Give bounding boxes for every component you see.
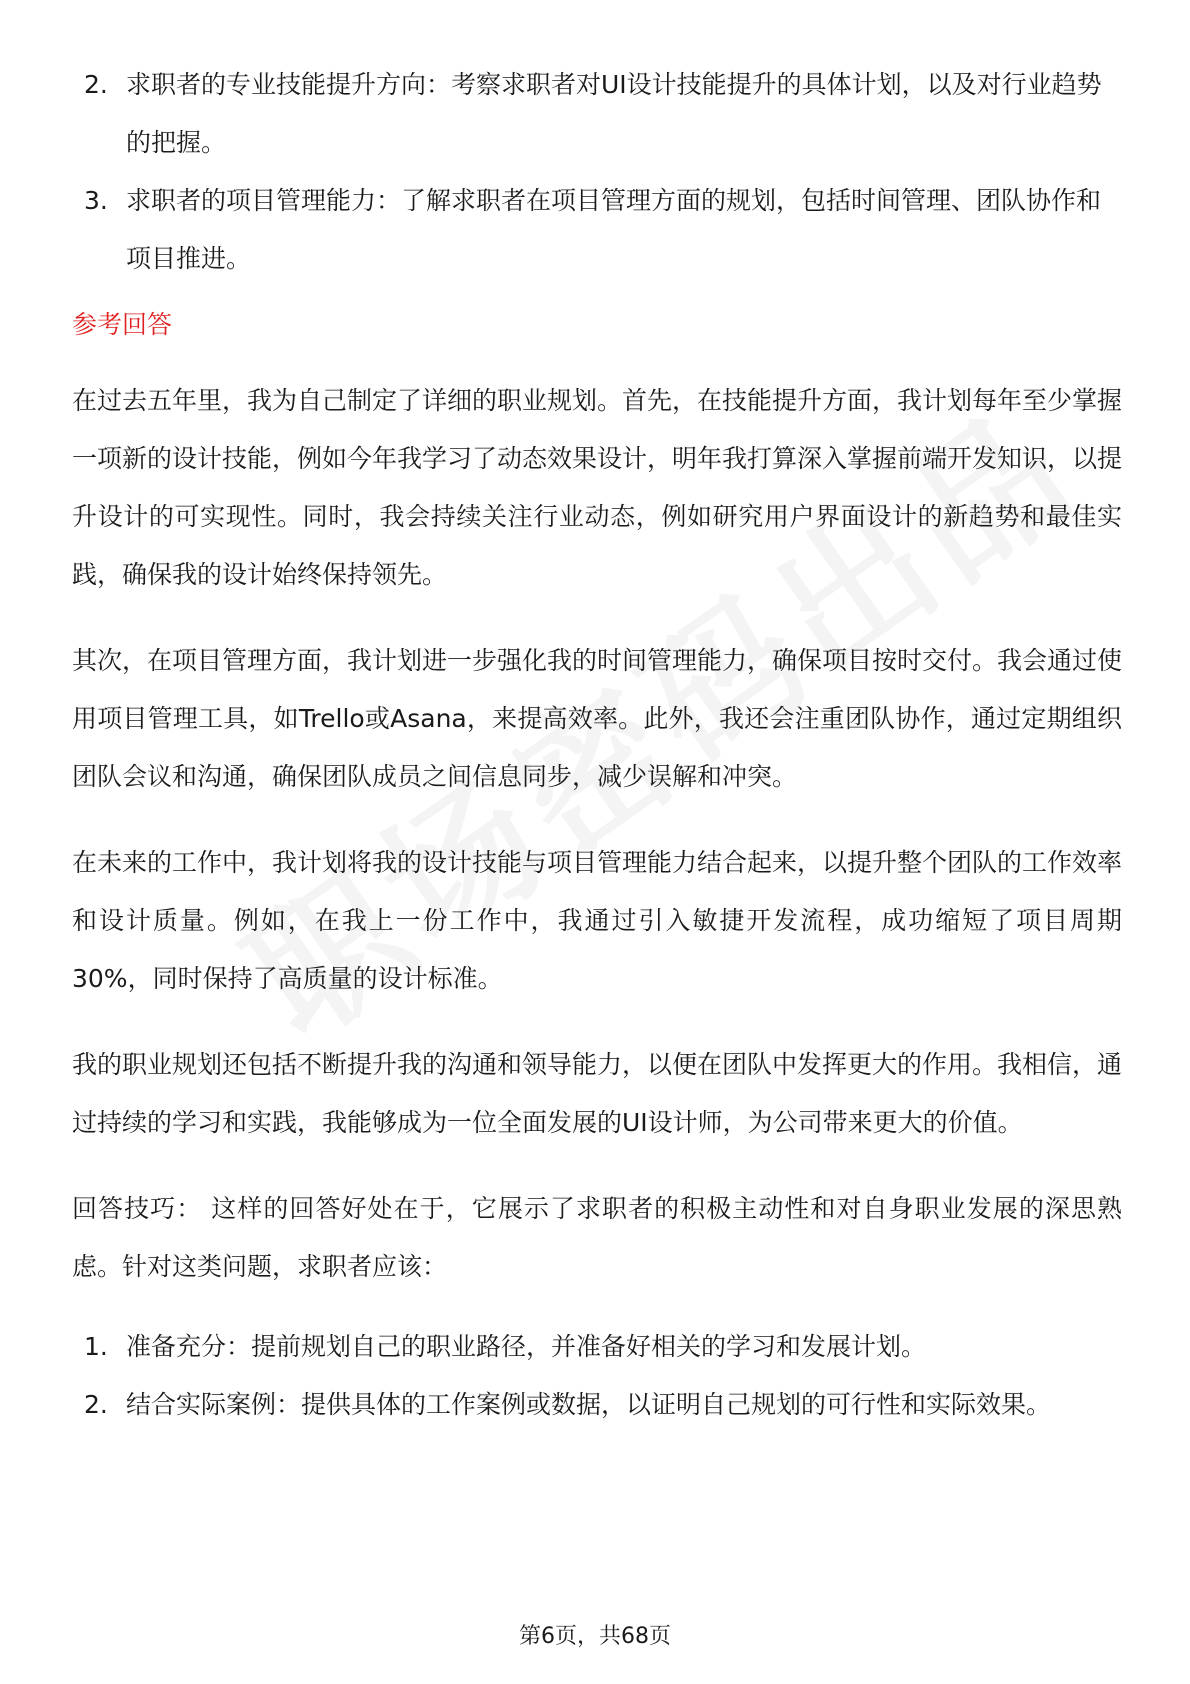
numbered-list-bottom [72, 1318, 1122, 1434]
list-number: 2. [84, 70, 108, 99]
list-number: 1. [84, 1332, 108, 1361]
list-item [72, 1376, 1122, 1434]
list-item-text: 求职者的项目管理能力：了解求职者在项目管理方面的规划，包括时间管理、团队协作和项目推进。 [126, 186, 1102, 273]
answer-paragraph: 在未来的工作中，我计划将我的设计技能与项目管理能力结合起来，以提升整个团队的工作效率和设计质量。例如，在我上一份工作中，我通过引入敏捷开发流程，成功缩短了项目周期30%，同时保持了高质量的设计标准。 [72, 848, 1123, 993]
list-number: 3. [84, 186, 108, 215]
list-item [72, 1318, 1122, 1376]
section-heading: 参考回答 [72, 310, 173, 339]
answer-paragraph: 其次，在项目管理方面，我计划进一步强化我的时间管理能力，确保项目按时交付。我会通过使用项目管理工具，如Trello或Asana，来提高效率。此外，我还会注重团队协作，通过定期组织团队会议和沟通，确保团队成员之间信息同步，减少误解和冲突。 [72, 646, 1123, 791]
tips-paragraph: 回答技巧： 这样的回答好处在于，它展示了求职者的积极主动性和对自身职业发展的深思熟虑。针对这类问题，求职者应该： [72, 1194, 1122, 1281]
answer-paragraph: 我的职业规划还包括不断提升我的沟通和领导能力，以便在团队中发挥更大的作用。我相信，通过持续的学习和实践，我能够成为一位全面发展的UI设计师，为公司带来更大的价值。 [72, 1050, 1123, 1137]
page-footer: 第6页，共68页 [519, 1624, 671, 1649]
answer-paragraph: 在过去五年里，我为自己制定了详细的职业规划。首先，在技能提升方面，我计划每年至少掌握一项新的设计技能，例如今年我学习了动态效果设计，明年我打算深入掌握前端开发知识，以提升设计的可实现性。同时，我会持续关注行业动态，例如研究用户界面设计的新趋势和最佳实践，确保我的设计始终保持领先。 [72, 386, 1123, 589]
list-item [72, 172, 1122, 288]
page-content [72, 56, 1122, 1434]
list-item [72, 56, 1122, 172]
list-item-text: 求职者的专业技能提升方向：考察求职者对UI设计技能提升的具体计划，以及对行业趋势的把握。 [126, 70, 1102, 157]
list-number: 2. [84, 1390, 108, 1419]
numbered-list-top [72, 56, 1122, 288]
list-item-text: 结合实际案例：提供具体的工作案例或数据，以证明自己规划的可行性和实际效果。 [126, 1390, 1052, 1419]
list-item-text: 准备充分：提前规划自己的职业路径，并准备好相关的学习和发展计划。 [126, 1332, 927, 1361]
